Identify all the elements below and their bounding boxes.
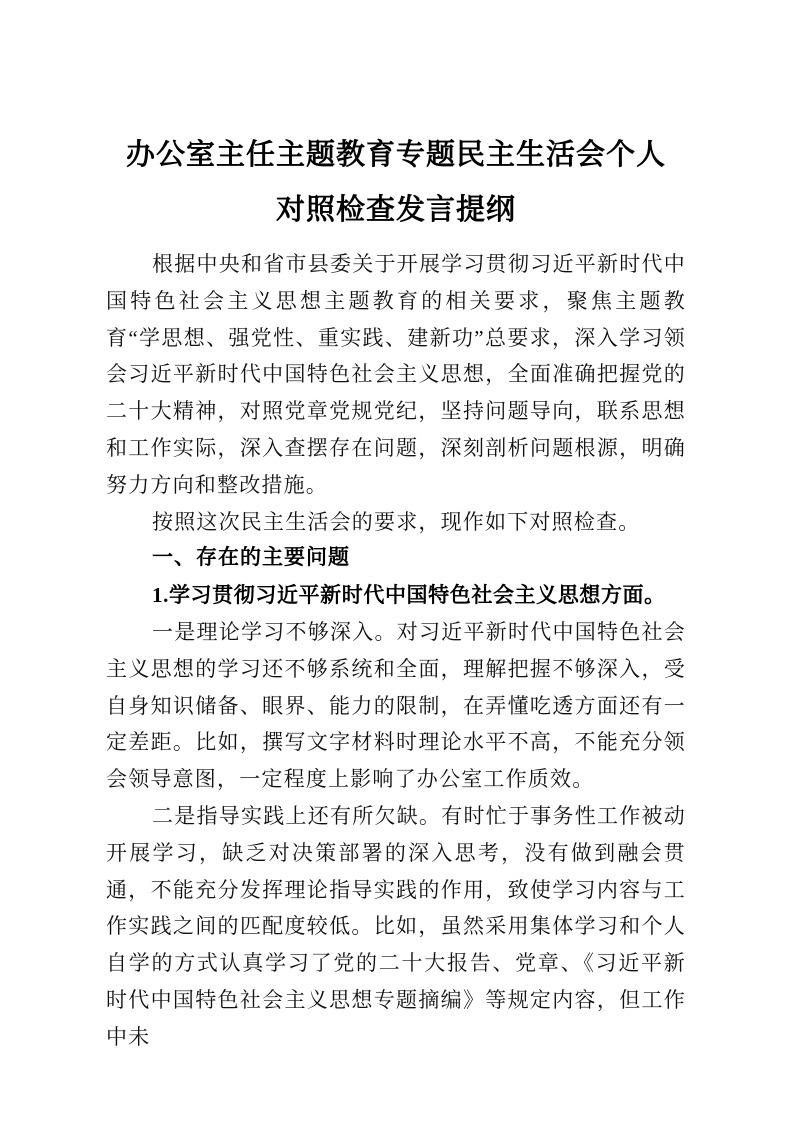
section-heading-main-problems: 一、存在的主要问题 <box>152 546 350 570</box>
paragraph-intro: 根据中央和省市县委关于开展学习贯彻习近平新时代中国特色社会主义思想主题教育的相关要求，聚焦主题教育“学思想、强党性、重实践、建新功”总要求，深入学习领会习近平新时代中国特色社会主义思想，全面准确把握党的二十大精神，对照党章党规党纪，坚持问题导向，联系思想和工作实际，深入查摆存在问题，深刻剖析问题根源，明确努力方向和整改措施。 <box>106 252 686 497</box>
paragraph-point-2-practice-guidance: 二是指导实践上还有所欠缺。有时忙于事务性工作被动开展学习，缺乏对决策部署的深入思考，没有做到融会贯通，不能充分发挥理论指导实践的作用，致使学习内容与工作实践之间的匹配度较低。比如，虽然采用集体学习和个人自学的方式认真学习了党的二十大报告、党章、《习近平新时代中国特色社会主义思想专题摘编》等规定内容，但工作中未 <box>106 803 686 1049</box>
document-title <box>106 128 686 238</box>
subsection-heading-study-aspect: 1.学习贯彻习近平新时代中国特色社会主义思想方面。 <box>152 583 666 608</box>
document-title-line-2: 对照检查发言提纲 <box>275 194 516 226</box>
paragraph-transition: 按照这次民主生活会的要求，现作如下对照检查。 <box>152 509 641 534</box>
paragraph-point-1-theory-study: 一是理论学习不够深入。对习近平新时代中国特色社会主义思想的学习还不够系统和全面，理解把握不够深入，受自身知识储备、眼界、能力的限制，在弄懂吃透方面还有一定差距。比如，撰写文字材料时理论水平不高，不能充分领会领导意图，一定程度上影响了办公室工作质效。 <box>106 619 686 792</box>
document-title-line-1: 办公室主任主题教育专题民主生活会个人 <box>125 139 666 171</box>
